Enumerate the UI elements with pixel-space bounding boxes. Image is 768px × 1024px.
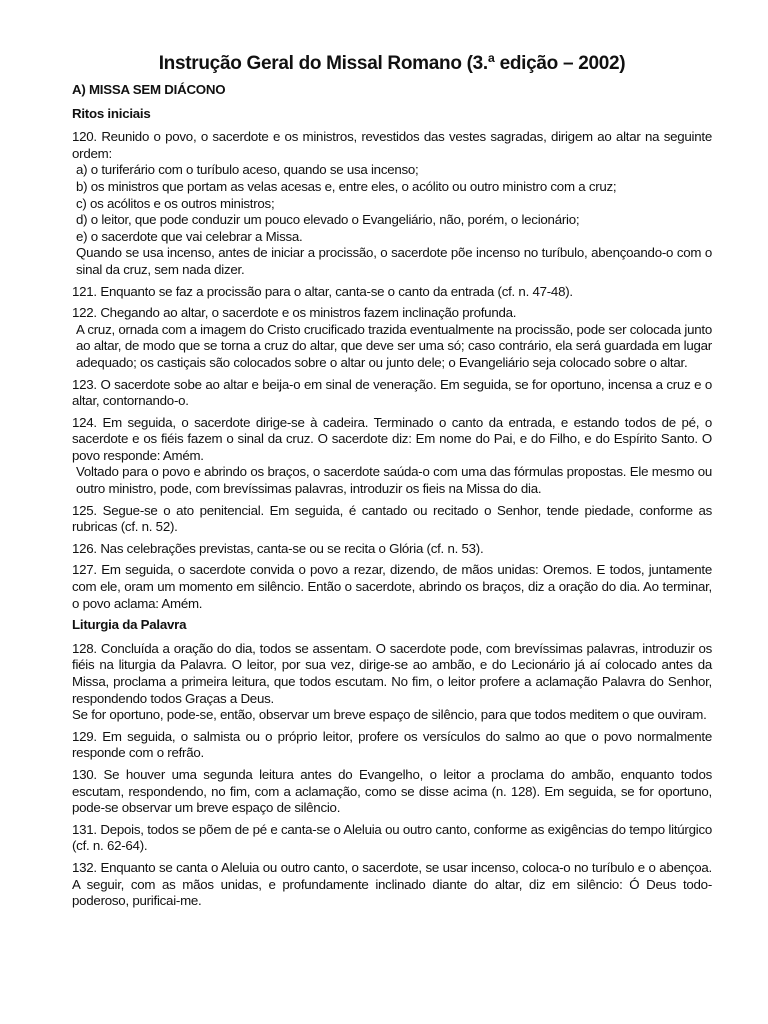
- document-page: [72, 52, 712, 915]
- paragraph-128-first: 128. Concluída a oração do dia, todos se assentam. O sacerdote pode, com brevíssimas palavras, introduzir os fiéis na liturgia da Palavra. O leitor, por sua vez, dirige-se ao ambão, e do Lecionário já aí colocado antes da Missa, proclama a primeira leitura, que todos escutam. No fim, o leitor profere a aclamação Palavra do Senhor, respondendo todos Graças a Deus.: [72, 640, 712, 706]
- subheading-liturgia-da-palavra: Liturgia da Palavra: [72, 617, 187, 633]
- paragraph-120-intro: 120. Reunido o povo, o sacerdote e os ministros, revestidos das vestes sagradas, dirigem ao altar na seguinte ordem:: [72, 129, 712, 161]
- list-item: a) o turiferário com o turíbulo aceso, quando se usa incenso;: [76, 162, 419, 178]
- paragraph-123: 123. O sacerdote sobe ao altar e beija-o em sinal de veneração. Em seguida, se for oportuno, incensa a cruz e o altar, contornando-o.: [72, 376, 712, 409]
- paragraph-120-note: Quando se usa incenso, antes de iniciar a procissão, o sacerdote põe incenso no turíbulo, abençoando-o com o sinal da cruz, sem nada dizer.: [76, 245, 712, 277]
- paragraph-122-first: 122. Chegando ao altar, o sacerdote e os ministros fazem inclinação profunda.: [72, 305, 517, 321]
- paragraph-122-second: A cruz, ornada com a imagem do Cristo crucificado trazida eventualmente na procissão, pode ser colocada junto ao altar, de modo que se torna a cruz do altar, que deve ser uma só; caso contrário, ela será guardada em lugar adequado; os castiçais são colocados sobre o altar ou junto dele; o Evangeliário seja colocado sobre o altar.: [76, 321, 712, 370]
- section-heading-missa-sem-diacono: A) MISSA SEM DIÁCONO: [72, 82, 226, 97]
- paragraph-124-first: 124. Em seguida, o sacerdote dirige-se à cadeira. Terminado o canto da entrada, e estando todos de pé, o sacerdote e os fiéis fazem o sinal da cruz. O sacerdote diz: Em nome do Pai, e do Filho, e do Espírito Santo. O povo responde: Amém.: [72, 414, 712, 463]
- paragraph-132: 132. Enquanto se canta o Aleluia ou outro canto, o sacerdote, se usar incenso, coloca-o no turíbulo e o abençoa. A seguir, com as mãos unidas, e profundamente inclinado diante do altar, diz em silêncio: Ó Deus todo-poderoso, purificai-me.: [72, 859, 712, 909]
- paragraph-127: 127. Em seguida, o sacerdote convida o povo a rezar, dizendo, de mãos unidas: Oremos. E todos, juntamente com ele, oram um momento em silêncio. Então o sacerdote, abrindo os braços, diz a oração do dia. Ao terminar, o povo aclama: Amém.: [72, 562, 712, 611]
- paragraph-126: 126. Nas celebrações previstas, canta-se ou se recita o Glória (cf. n. 53).: [72, 540, 484, 556]
- paragraph-129: 129. Em seguida, o salmista ou o próprio leitor, profere os versículos do salmo ao que o povo normalmente responde com o refrão.: [72, 728, 712, 761]
- paragraph-122: [72, 305, 712, 371]
- paragraph-125: 125. Segue-se o ato penitencial. Em seguida, é cantado ou recitado o Senhor, tende piedade, conforme as rubricas (cf. n. 52).: [72, 502, 712, 535]
- paragraph-120: [72, 129, 712, 278]
- paragraph-130: 130. Se houver uma segunda leitura antes do Evangelho, o leitor a proclama do ambão, enquanto todos escutam, respondendo, no fim, com a aclamação, como se disse acima (n. 128). Em seguida, se for oportuno, pode-se observar um breve espaço de silêncio.: [72, 766, 712, 816]
- subheading-ritos-iniciais: Ritos iniciais: [72, 105, 151, 121]
- list-item: b) os ministros que portam as velas acesas e, entre eles, o acólito ou outro ministro com a cruz;: [76, 178, 617, 194]
- list-item: d) o leitor, que pode conduzir um pouco elevado o Evangeliário, não, porém, o lecionário;: [76, 212, 580, 228]
- paragraph-124-second: Voltado para o povo e abrindo os braços, o sacerdote saúda-o com uma das fórmulas propostas. Ele mesmo ou outro ministro, pode, com brevíssimas palavras, introduzir os fieis na Missa do dia.: [76, 464, 712, 497]
- list-item: e) o sacerdote que vai celebrar a Missa.: [76, 228, 303, 244]
- paragraph-121: 121. Enquanto se faz a procissão para o altar, canta-se o canto da entrada (cf. n. 47-48).: [72, 283, 573, 299]
- paragraph-128: [72, 641, 712, 724]
- paragraph-131: 131. Depois, todos se põem de pé e canta-se o Aleluia ou outro canto, conforme as exigências do tempo litúrgico (cf. n. 62-64).: [72, 821, 712, 854]
- document-title: Instrução Geral do Missal Romano (3.ª edição – 2002): [158, 53, 626, 74]
- paragraph-128-second: Se for oportuno, pode-se, então, observar um breve espaço de silêncio, para que todos meditem o que ouviram.: [72, 707, 707, 723]
- list-item: c) os acólitos e os outros ministros;: [76, 195, 275, 211]
- paragraph-124: [72, 415, 712, 498]
